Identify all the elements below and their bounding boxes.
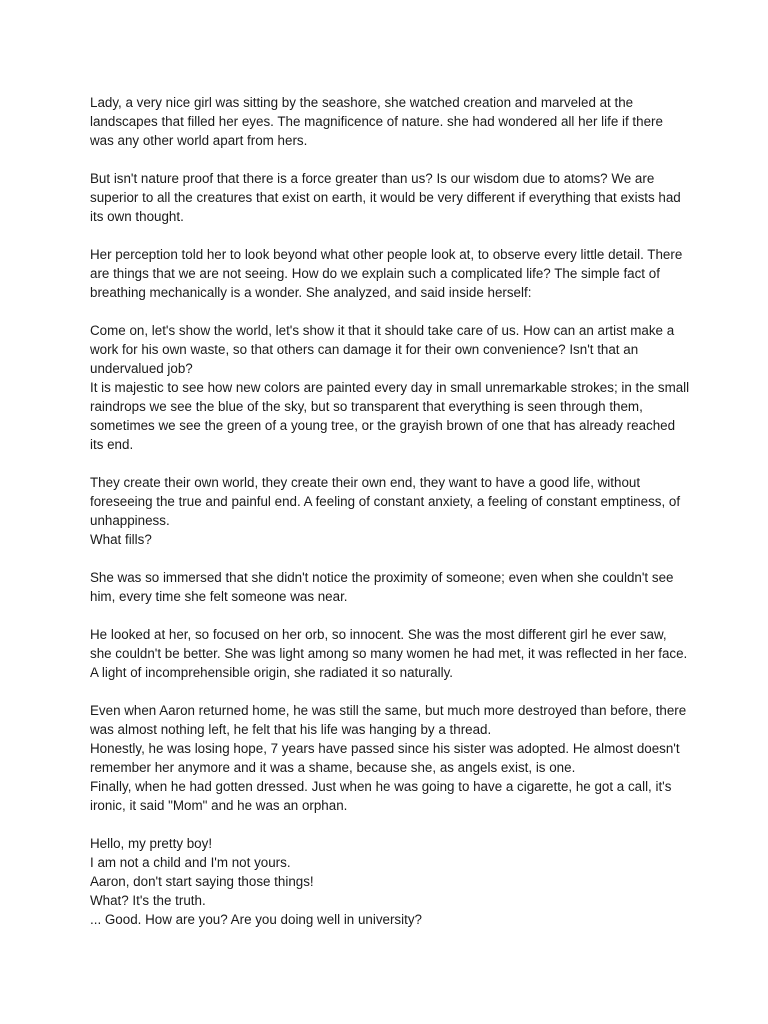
- paragraph-immersed: She was so immersed that she didn't notice the proximity of someone; even when she couldn't see him, every time she felt someone was near.: [90, 570, 674, 604]
- paragraph-lady-seashore: Lady, a very nice girl was sitting by the seashore, she watched creation and marveled at the landscapes that filled her eyes. The magnificence of nature. she had wondered all her life if there was any other world apart from hers.: [90, 95, 663, 148]
- text-line: What fills?: [90, 532, 152, 547]
- dialogue-line: ... Good. How are you? Are you doing well in university?: [90, 912, 422, 927]
- paragraph-looked-at-her: He looked at her, so focused on her orb, so innocent. She was the most different girl he ever saw, she couldn't be better. She was light among so many women he had met, it was reflected in her face. A light of incomprehensible origin, she radiated it so naturally.: [90, 627, 688, 680]
- text-line: Honestly, he was losing hope, 7 years have passed since his sister was adopted. He almost doesn't remember her anymore and it was a shame, because she, as angels exist, is one.: [90, 741, 680, 775]
- dialogue-line: Aaron, don't start saying those things!: [90, 874, 314, 889]
- text-line: Come on, let's show the world, let's show it that it should take care of us. How can an artist make a work for his own waste, so that others can damage it for their own convenience? Isn't that an undervalued job?: [90, 323, 675, 376]
- paragraph-aaron-home: [90, 701, 690, 815]
- text-line: It is majestic to see how new colors are painted every day in small unremarkable strokes; in the small raindrops we see the blue of the sky, but so transparent that everything is seen through them, sometimes we see the green of a young tree, or the grayish brown of one that has already reached its end.: [90, 380, 690, 452]
- paragraph-own-world: [90, 473, 690, 549]
- dialogue-line: I am not a child and I'm not yours.: [90, 855, 291, 870]
- dialogue-block: [90, 834, 690, 929]
- text-line: Even when Aaron returned home, he was still the same, but much more destroyed than before, there was almost nothing left, he felt that his life was hanging by a thread.: [90, 703, 687, 737]
- paragraph-come-on: [90, 321, 690, 454]
- dialogue-line: What? It's the truth.: [90, 893, 206, 908]
- dialogue-line: Hello, my pretty boy!: [90, 836, 213, 851]
- text-line: Finally, when he had gotten dressed. Just when he was going to have a cigarette, he got a call, it's ironic, it said "Mom" and he was an orphan.: [90, 779, 672, 813]
- document-page: [90, 93, 690, 929]
- paragraph-nature-proof: But isn't nature proof that there is a force greater than us? Is our wisdom due to atoms? We are superior to all the creatures that exist on earth, it would be very different if everything that exists had its own thought.: [90, 171, 681, 224]
- text-line: They create their own world, they create their own end, they want to have a good life, without foreseeing the true and painful end. A feeling of constant anxiety, a feeling of constant emptiness, of unhappiness.: [90, 475, 681, 528]
- paragraph-perception: Her perception told her to look beyond what other people look at, to observe every little detail. There are things that we are not seeing. How do we explain such a complicated life? The simple fact of breathing mechanically is a wonder. She analyzed, and said inside herself:: [90, 247, 683, 300]
